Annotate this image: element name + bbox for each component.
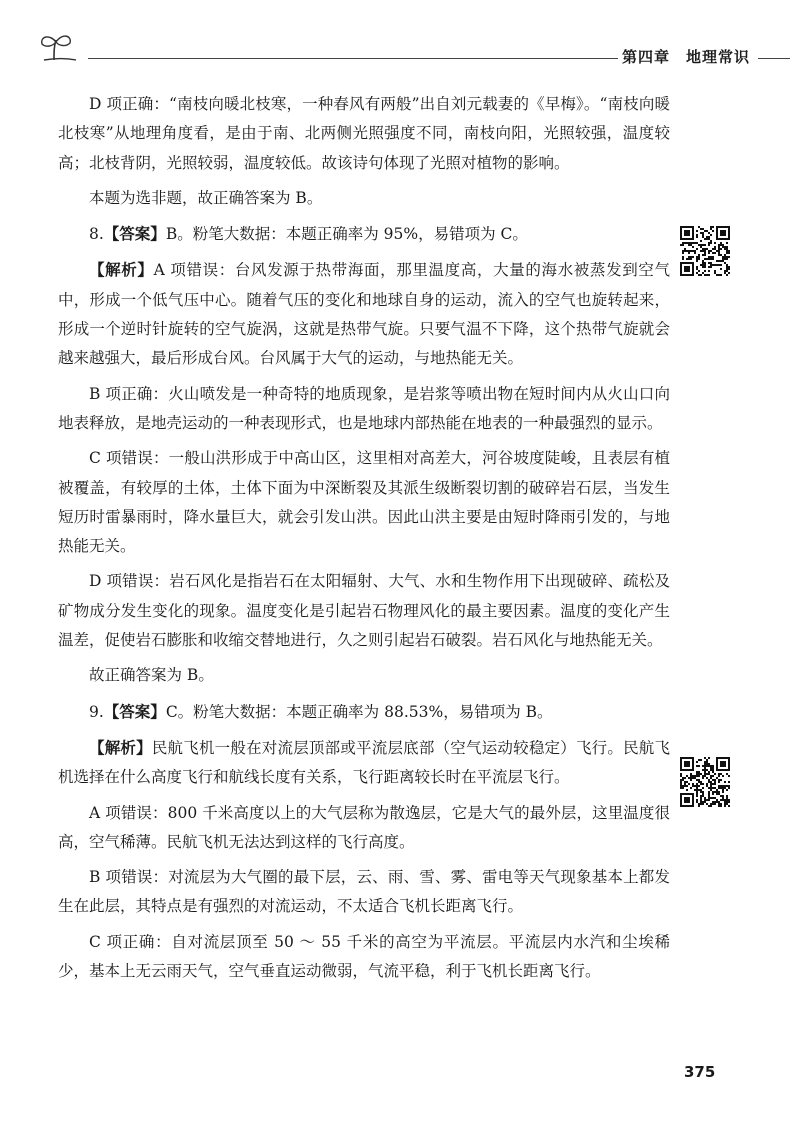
answer-text: B。粉笔大数据：本题正确率为 95%，易错项为 C。 [165, 225, 528, 244]
paragraph: 故正确答案为 B。 [89, 666, 214, 685]
paragraph: D 项错误：岩石风化是指岩石在太阳辐射、大气、水和生物作用下出现破碎、疏松及矿物成分发生变化的现象。温度变化是引起岩石物理风化的最主要因素。温度的变化产生温差，促使岩石膨胀和收缩交替地进行，久之则引起岩石破裂。岩石风化与地热能无关。 [58, 572, 670, 650]
sprout-icon [36, 32, 76, 66]
paragraph: C 项错误：一般山洪形成于中高山区，这里相对高差大，河谷坡度陡峻，且表层有植被覆盖，有较厚的土体，土体下面为中深断裂及其派生级断裂切割的破碎岩石层，当发生短历时雷暴雨时，降水量巨大，就会引发山洪。因此山洪主要是由短时降雨引发的，与地热能无关。 [58, 449, 670, 556]
answer-label: 【答案】 [103, 701, 166, 721]
answer-line-q8 [58, 219, 670, 249]
page-header [30, 32, 790, 72]
page-body [58, 90, 670, 986]
paragraph: C 项正确：自对流层顶至 50 ～ 55 千米的高空为平流层。平流层内水汽和尘埃稀少，基本上无云雨天气，空气垂直运动微弱，气流平稳，利于飞机长距离飞行。 [58, 932, 670, 981]
paragraph: A 项错误：800 千米高度以上的大气层称为散逸层，它是大气的最外层，这里温度很高，空气稀薄。民航飞机无法达到这样的飞行高度。 [58, 803, 670, 851]
header-rule [88, 58, 618, 59]
chapter-title: 第四章 地理常识 [622, 48, 751, 66]
answer-line-q9 [58, 697, 670, 727]
question-number: 8. [89, 225, 104, 244]
header-rule-right [758, 58, 790, 59]
question-number: 9. [89, 702, 104, 721]
qr-code-icon[interactable] [680, 757, 730, 807]
analysis-label: 【解析】 [89, 260, 154, 280]
paragraph: B 项错误：对流层为大气圈的最下层，云、雨、雪、雾、雷电等天气现象基本上都发生在此层，其特点是有强烈的对流运动，不太适合飞机长距离飞行。 [58, 868, 670, 916]
analysis-text: A 项错误：台风发源于热带海面，那里温度高，大量的海水被蒸发到空气中，形成一个低气压中心。随着气压的变化和地球自身的运动，流入的空气也旋转起来，形成一个逆时针旋转的空气旋涡，这就是热带气旋。只要气温不下降，这个热带气旋就会越来越强大，最后形成台风。台风属于大气的运动，与地热能无关。 [58, 261, 670, 368]
analysis-label: 【解析】 [89, 737, 152, 757]
analysis-paragraph [58, 255, 670, 373]
answer-text: C。粉笔大数据：本题正确率为 88.53%，易错项为 B。 [165, 702, 553, 721]
page-number: 375 [684, 1063, 716, 1081]
paragraph: 本题为选非题，故正确答案为 B。 [89, 188, 323, 207]
qr-code-icon[interactable] [680, 226, 730, 276]
analysis-text: 民航飞机一般在对流层顶部或平流层底部（空气运动较稳定）飞行。民航飞机选择在什么高度飞行和航线长度有关系，飞行距离较长时在平流层飞行。 [58, 738, 670, 787]
analysis-paragraph [58, 733, 670, 793]
answer-label: 【答案】 [103, 224, 166, 244]
paragraph: B 项正确：火山喷发是一种奇特的地质现象，是岩浆等喷出物在短时间内从火山口向地表释放，是地壳运动的一种表现形式，也是地球内部热能在地表的一种最强烈的显示。 [58, 384, 670, 432]
paragraph: D 项正确：“南枝向暖北枝寒，一种春风有两般”出自刘元载妻的《早梅》。“南枝向暖北枝寒”从地理角度看，是由于南、北两侧光照强度不同，南枝向阳，光照较强，温度较高；北枝背阴，光照较弱，温度较低。故该诗句体现了光照对植物的影响。 [58, 95, 670, 172]
